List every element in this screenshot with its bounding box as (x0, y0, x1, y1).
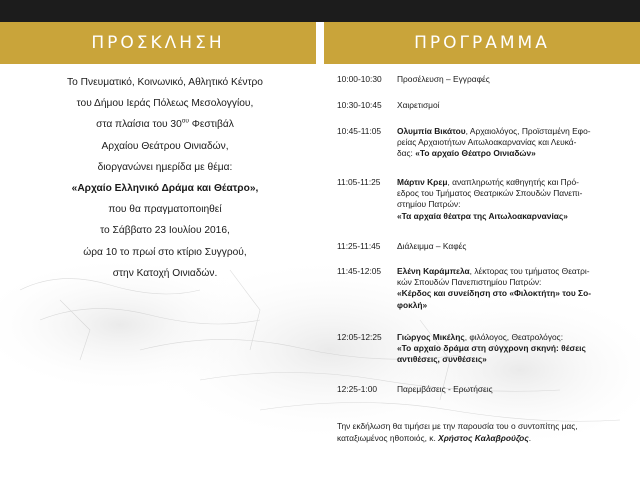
speaker-name: Ελένη Καράμπελα (397, 266, 470, 276)
closing-line: Την εκδήλωση θα τιμήσει με την παρουσία του ο συντοπίτης μας, (337, 421, 578, 431)
program-time: 10:45-11:05 (337, 126, 382, 136)
speaker-name: Γιώργος Μικέλης (397, 332, 465, 342)
program-line: Διάλειμμα – Καφές (397, 241, 467, 251)
talk-title: «Κέρδος και συνείδηση στο «Φιλοκτήτη» του Σο- (397, 288, 591, 299)
event-theme: «Αρχαίο Ελληνικό Δράμα και Θέατρο», (71, 182, 259, 194)
program-description (397, 332, 633, 366)
program-time: 12:25-1:00 (337, 384, 378, 394)
talk-title: αντιθέσεις, συνθέσεις» (397, 354, 487, 365)
invitation-line-part: στα πλαίσια του 30 (96, 119, 182, 131)
invitation-line: που θα πραγματοποιηθεί (108, 204, 222, 216)
program-description (397, 126, 633, 160)
closing-line-part: καταξιωμένος ηθοποιός, κ. (337, 433, 439, 443)
program-line: , αναπληρωτής καθηγητής και Πρό- (447, 177, 579, 187)
top-dark-bar (0, 0, 640, 22)
program-line: Προσέλευση – Εγγραφές (397, 74, 490, 84)
program-description (397, 74, 633, 85)
program-time: 11:05-11:25 (337, 177, 381, 187)
program-line: Παρεμβάσεις - Ερωτήσεις (397, 384, 493, 394)
closing-note (337, 420, 633, 444)
invitation-line: διοργανώνει ημερίδα με θέμα: (97, 161, 233, 173)
program-line: , Αρχαιολόγος, Προϊσταμένη Εφο- (465, 126, 591, 136)
program-line: εδρος του Τμήματος Θεατρικών Σπουδών Πανεπι- (397, 188, 583, 199)
program-description (397, 266, 633, 311)
invitation-line: Αρχαίου Θεάτρου Οινιαδών, (101, 140, 229, 152)
program-header-band (324, 22, 640, 64)
event-time-venue: ώρα 10 το πρωί στο κτίριο Συγγρού, (83, 246, 247, 258)
invitation-line: Το Πνευματικό, Κοινωνικό, Αθλητικό Κέντρο (67, 77, 263, 88)
speaker-name: Ολυμπία Βικάτου (397, 126, 466, 136)
program-description (397, 384, 633, 395)
closing-line-part: . (528, 433, 532, 443)
program-line: στημίου Πατρών: (397, 199, 461, 210)
program-line: , φιλόλογος, Θεατρολόγος: (464, 332, 564, 342)
program-line: , λέκτορας του τμήματος Θεατρι- (469, 266, 590, 276)
program-time: 10:30-10:45 (337, 100, 382, 110)
closing-line (337, 432, 633, 444)
event-location: στην Κατοχή Οινιαδών. (112, 267, 218, 279)
program-header-title: ΠΡΟΓΡΑΜΜΑ (414, 33, 550, 53)
guest-actor-name: Χρήστος Καλαβρούζος (438, 433, 529, 443)
program-line: κών Σπουδών Πανεπιστημίου Πατρών: (397, 277, 542, 288)
program-line: Χαιρετισμοί (397, 100, 440, 110)
program-description (397, 177, 633, 222)
event-date: το Σάββατο 23 Ιουλίου 2016, (100, 225, 230, 237)
talk-title: «Το αρχαίο δράμα στη σύγχρονη σκηνή: θέσεις (397, 343, 586, 354)
program-line: δας: (397, 148, 416, 159)
program-time: 11:25-11:45 (337, 241, 381, 251)
talk-title: «Το αρχαίο Θέατρο Οινιαδών» (415, 148, 536, 159)
invitation-text (20, 72, 310, 284)
invitation-header-title: ΠΡΟΣΚΛΗΣΗ (91, 33, 225, 53)
talk-title: φοκλή» (397, 299, 428, 310)
program-time: 10:00-10:30 (337, 74, 382, 84)
invitation-header-band (0, 22, 316, 64)
invitation-line: του Δήμου Ιεράς Πόλεως Μεσολογγίου, (76, 98, 254, 110)
program-line: ρείας Αρχαιοτήτων Αιτωλοακαρνανίας και Λευκά- (397, 137, 577, 148)
invitation-line-part: Φεστιβάλ (188, 119, 234, 131)
talk-title: «Τα αρχαία θέατρα της Αιτωλοακαρνανίας» (397, 210, 568, 221)
program-time: 12:05-12:25 (337, 332, 382, 342)
ordinal-superscript: ου (181, 117, 189, 125)
speaker-name: Μάρτιν Κρεμ (397, 177, 448, 187)
invitation-line (20, 114, 310, 135)
program-description (397, 100, 633, 111)
program-description (397, 241, 633, 252)
program-time: 11:45-12:05 (337, 266, 382, 276)
